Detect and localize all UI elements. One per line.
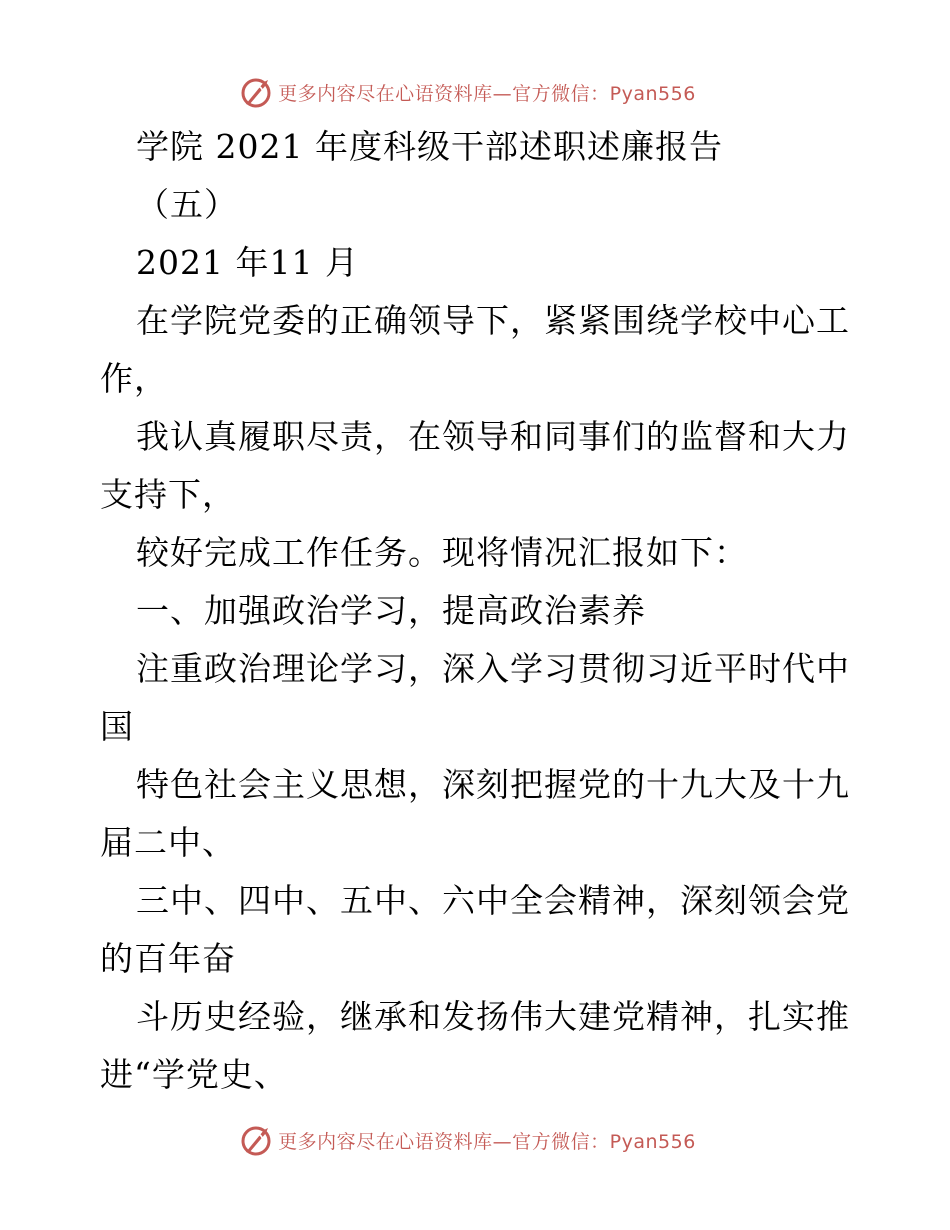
document-line: 学院 2021 年度科级干部述职述廉报告	[136, 127, 723, 166]
document-line: 国	[100, 707, 134, 746]
footer-banner-inner	[238, 1122, 696, 1158]
footer-banner	[0, 1120, 950, 1160]
document-line: （五）	[136, 185, 238, 224]
document-line: 2021 年11 月	[136, 243, 359, 282]
footer-banner-text: 更多内容尽在心语资料库—官方微信：Pyan556	[278, 1130, 696, 1153]
document-line: 三中、四中、五中、六中全会精神，深刻领会党	[136, 881, 850, 920]
document-line: 我认真履职尽责，在领导和同事们的监督和大力	[136, 417, 850, 456]
quill-circle-icon	[238, 74, 274, 110]
document-line: 作，	[100, 359, 168, 398]
header-banner-inner	[238, 74, 696, 110]
header-banner-text: 更多内容尽在心语资料库—官方微信：Pyan556	[278, 82, 696, 105]
document-body	[100, 118, 860, 1104]
header-banner	[0, 72, 950, 112]
document-line: 的百年奋	[100, 939, 236, 978]
document-line: 届二中、	[100, 823, 236, 862]
document-line: 进“学党史、	[100, 1055, 288, 1094]
document-line: 注重政治理论学习，深入学习贯彻习近平时代中	[136, 649, 850, 688]
document-line: 一、加强政治学习，提高政治素养	[136, 591, 646, 630]
document-line: 较好完成工作任务。现将情况汇报如下：	[136, 533, 748, 572]
quill-circle-icon	[238, 1122, 274, 1158]
document-line: 支持下，	[100, 475, 236, 514]
document-line: 在学院党委的正确领导下，紧紧围绕学校中心工	[136, 301, 850, 340]
document-line: 斗历史经验，继承和发扬伟大建党精神，扎实推	[136, 997, 850, 1036]
document-line: 特色社会主义思想，深刻把握党的十九大及十九	[136, 765, 850, 804]
